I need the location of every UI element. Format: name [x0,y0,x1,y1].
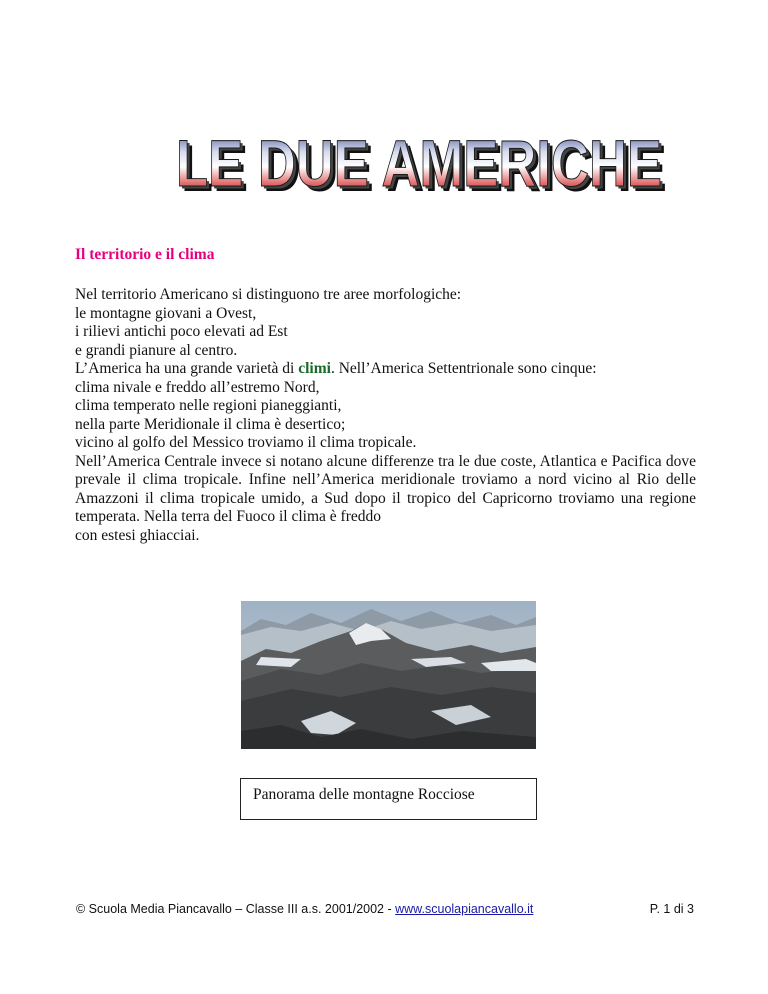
page-title [166,118,672,196]
body-line: le montagne giovani a Ovest, [75,304,257,322]
body-line: Nel territorio Americano si distinguono tre aree morfologiche: [75,286,462,303]
climate-intro [75,360,696,379]
section-title: Il territorio e il clima [75,246,215,263]
photo-caption: Panorama delle montagne Rocciose [240,778,537,820]
climate-intro-before: L’America ha una grande varietà di [75,360,299,377]
body-line: i rilievi antichi poco elevati ad Est [75,323,288,340]
climate-line: clima temperato nelle regioni pianeggianti, [75,397,342,414]
body-line: e grandi pianure al centro. [75,341,238,359]
climate-line: clima nivale e freddo all’estremo Nord, [75,378,320,396]
page-title-text: LE DUE AMERICHE [176,126,662,196]
climate-keyword: climi [298,360,331,377]
climate-line: nella parte Meridionale il clima è desertico; [75,415,346,433]
rocky-mountains-photo [241,601,536,749]
svg-text:LE DUE AMERICHE: LE DUE AMERICHE [181,131,667,196]
footer-copyright [76,902,533,916]
climate-intro-after: . Nell’America Settentrionale sono cinque: [330,360,597,377]
svg-text:LE DUE AMERICHE: LE DUE AMERICHE [178,128,665,196]
body-text [75,286,696,545]
page-number: P. 1 di 3 [649,902,694,916]
climate-line: vicino al golfo del Messico troviamo il clima tropicale. [75,434,417,451]
body-paragraph-last: con estesi ghiacciai. [75,526,200,544]
footer-link[interactable]: www.scuolapiancavallo.it [395,902,534,916]
body-paragraph [75,453,696,546]
footer-text: © Scuola Media Piancavallo – Classe III a.s. 2001/2002 - [76,902,396,916]
body-paragraph-text: Nell’America Centrale invece si notano alcune differenze tra le due coste, Atlantica e Pacifica dove prevale il clima tropicale. Infine nell’America meridionale troviamo a nord vicino al Rio delle Amazzoni il clima tropicale umido, a Sud dopo il tropico del Capricorno troviamo una regione temperata. Nella terra del Fuoco il clima è freddo [75,452,696,525]
